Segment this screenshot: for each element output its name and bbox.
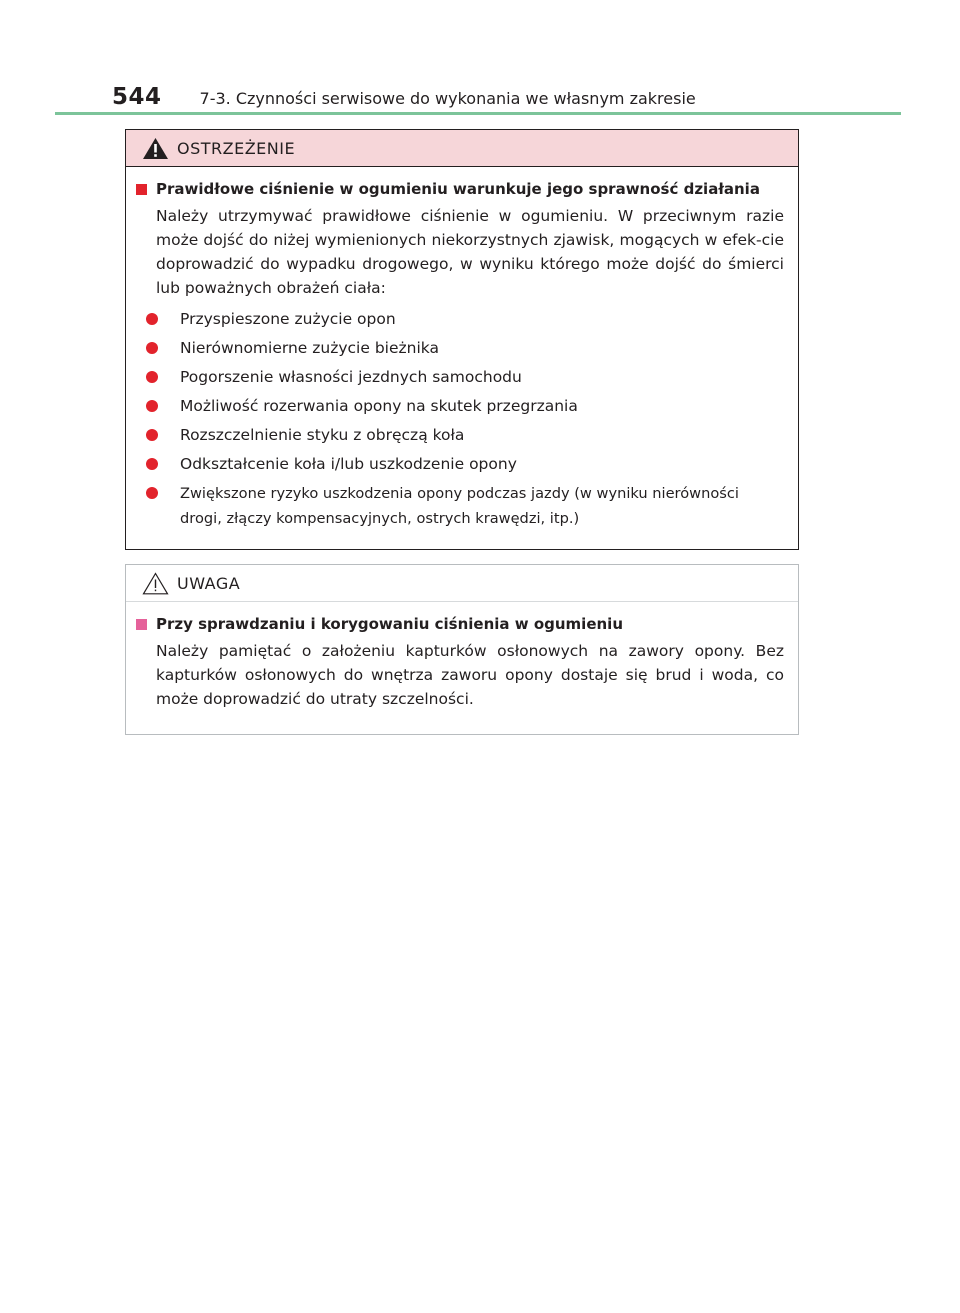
list-item: Przyspieszone zużycie opon xyxy=(132,307,784,331)
list-item: Pogorszenie własności jezdnych samochodu xyxy=(132,365,784,389)
caution-section-heading xyxy=(132,615,784,633)
warning-bullet-list xyxy=(132,307,784,531)
circle-bullet-icon xyxy=(146,458,158,470)
warning-section-title: Prawidłowe ciśnienie w ogumieniu warunkuje jego sprawność działania xyxy=(156,180,760,198)
list-item: Rozszczelnienie styku z obręczą koła xyxy=(132,423,784,447)
list-item: Możliwość rozerwania opony na skutek przegrzania xyxy=(132,394,784,418)
list-item: Nierównomierne zużycie bieżnika xyxy=(132,336,784,360)
circle-bullet-icon xyxy=(146,400,158,412)
circle-bullet-icon xyxy=(146,342,158,354)
header-rule xyxy=(55,112,901,115)
warning-section-heading xyxy=(132,180,784,198)
caution-box-body xyxy=(126,602,798,711)
caution-paragraph: Należy pamiętać o założeniu kapturków osłonowych na zawory opony. Bez kapturków osłonowych do wnętrza zaworu opony dostaje się brud i woda, co może doprowadzić do utraty szczelności. xyxy=(156,642,784,708)
page-header xyxy=(112,84,696,110)
warning-label: OSTRZEŻENIE xyxy=(177,138,296,158)
warning-box-body xyxy=(126,167,798,531)
list-item: Zwiększone ryzyko uszkodzenia opony podczas jazdy (w wyniku nierówności drogi, złączy kompensacyjnych, ostrych krawędzi, itp.) xyxy=(132,481,784,531)
warning-triangle-filled-icon xyxy=(142,137,169,160)
circle-bullet-icon xyxy=(146,313,158,325)
warning-paragraph: Należy utrzymywać prawidłowe ciśnienie w ogumieniu. W przeciwnym razie może dojść do niżej wymienionych niekorzystnych zjawisk, mogących w efek-cie doprowadzić do wypadku drogowego, w wyniku którego może dojść do śmierci lub poważnych obrażeń ciała: xyxy=(156,207,784,297)
caution-triangle-outline-icon xyxy=(142,572,169,595)
warning-box xyxy=(125,129,799,550)
caution-section-title: Przy sprawdzaniu i korygowaniu ciśnienia w ogumieniu xyxy=(156,615,623,633)
warning-box-header xyxy=(126,130,798,167)
caution-label: UWAGA xyxy=(177,573,241,593)
circle-bullet-icon xyxy=(146,429,158,441)
square-bullet-icon xyxy=(136,184,147,195)
page-number: 544 xyxy=(112,84,162,110)
square-bullet-icon xyxy=(136,619,147,630)
list-item: Odkształcenie koła i/lub uszkodzenie opony xyxy=(132,452,784,476)
caution-box xyxy=(125,564,799,735)
caution-box-header xyxy=(126,565,798,602)
circle-bullet-icon xyxy=(146,487,158,499)
section-title: 7-3. Czynności serwisowe do wykonania we własnym zakresie xyxy=(199,89,696,108)
circle-bullet-icon xyxy=(146,371,158,383)
